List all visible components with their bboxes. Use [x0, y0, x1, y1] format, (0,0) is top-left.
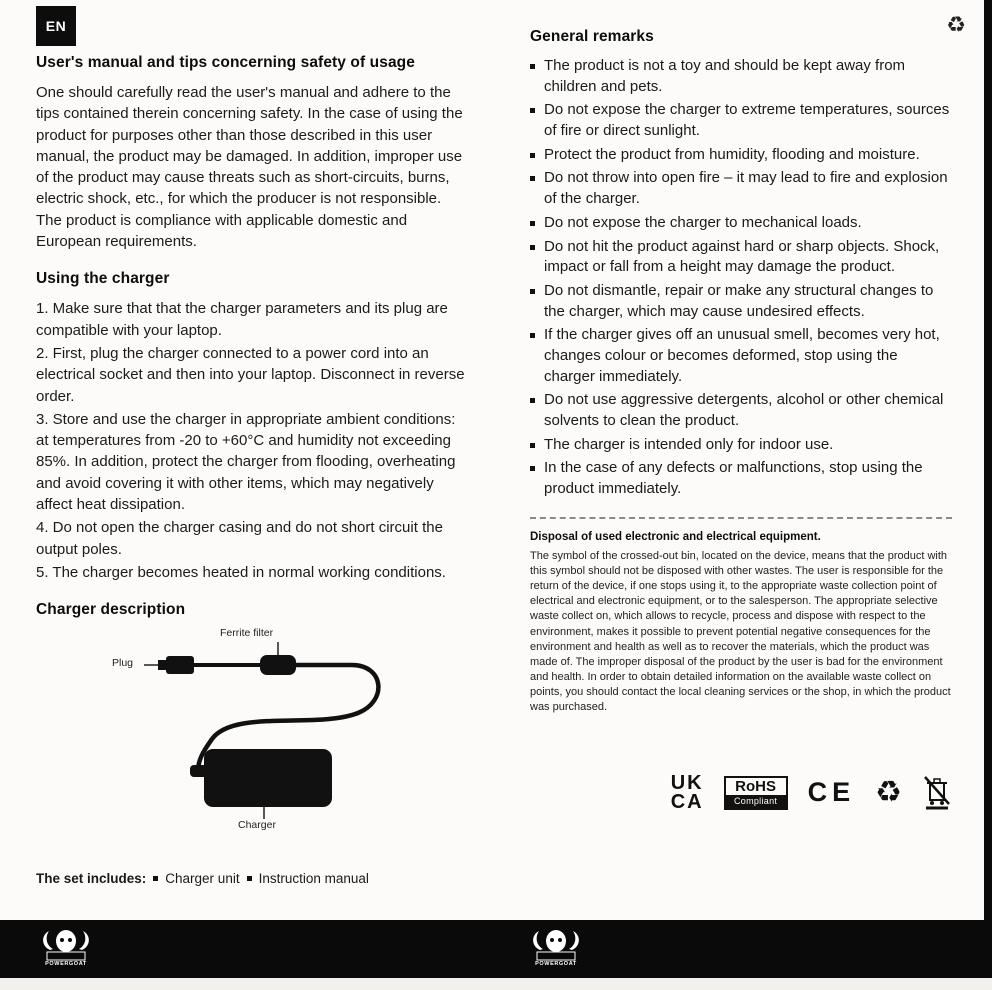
rohs-mark [724, 776, 788, 810]
using-step: 4. Do not open the charger casing and do not short circuit the output poles. [36, 519, 443, 558]
left-column [36, 28, 470, 886]
usage-section-title: User's manual and tips concerning safety of usage [36, 54, 415, 71]
recycling-icon-top-right: ♻ [946, 12, 966, 37]
remark-item [530, 237, 952, 278]
bullet-icon [530, 289, 535, 294]
remark-text: Do not expose the charger to mechanical loads. [544, 213, 862, 231]
charger-diagram-drawing [112, 629, 442, 837]
goat-skull-icon [38, 928, 94, 962]
bullet-icon [153, 876, 158, 881]
bullet-icon [530, 108, 535, 113]
brand-logo [528, 928, 584, 972]
remark-item [530, 213, 952, 234]
bullet-icon [530, 466, 535, 471]
remark-item [530, 325, 952, 387]
bullet-icon [530, 245, 535, 250]
goat-skull-icon [528, 928, 584, 962]
bullet-icon [247, 876, 252, 881]
using-step: 2. First, plug the charger connected to a power cord into an electrical socket and then into your laptop. Disconnect in reverse order. [36, 344, 465, 405]
remark-item [530, 100, 952, 141]
bullet-icon [530, 333, 535, 338]
brand-name: POWERGOAT [535, 961, 577, 967]
remark-text: If the charger gives off an unusual smell, becomes very hot, changes colour or becomes deformed, stop using the charger immediately. [544, 326, 940, 385]
ce-mark: CE [807, 777, 856, 808]
remark-text: In the case of any defects or malfunctions, stop using the product immediately. [544, 459, 923, 498]
rohs-text: RoHS [735, 777, 776, 795]
remark-item [530, 281, 952, 322]
scan-edge-bottom [0, 978, 992, 990]
remark-item [530, 145, 952, 166]
charger-label: Charger [238, 819, 276, 832]
charger-description-title: Charger description [36, 601, 186, 619]
remark-text: Do not hit the product against hard or sharp objects. Shock, impact or fall from a height may damage the product. [544, 237, 940, 276]
general-remarks-list [530, 56, 952, 500]
remark-text: Do not use aggressive detergents, alcohol or other chemical solvents to clean the product. [544, 391, 944, 429]
crossed-out-bin-icon [922, 774, 952, 812]
remark-item [530, 435, 952, 456]
remark-text: Do not throw into open fire – it may lead to fire and explosion of the charger. [544, 169, 948, 208]
disposal-paragraph: The symbol of the crossed-out bin, located on the device, means that the product with this symbol should not be disposed with other wastes. The user is responsible for the return of the device, if one stops using it, to the appropriate waste collection point of electrical and electronic equipment, or to the salesperson. The appropriate selective waste collect on, which allows to recycle, process and dispose with respect to the environment, makes it possible to prevent potential negative consequences for the environment and health as well as to recover the materials, which the product was made of. The improper disposal of the product by the user is bad for the environment and health. In order to obtain detailed information on the available waste collect on points, you should contact the local cleaning services or the shop, in which the product was purchased. [530, 549, 951, 714]
bullet-icon [530, 153, 535, 158]
rohs-compliant-text: Compliant [726, 795, 786, 808]
disposal-title: Disposal of used electronic and electrical equipment. [530, 530, 821, 543]
set-includes-line [36, 871, 470, 886]
bullet-icon [530, 443, 535, 448]
remark-item [530, 458, 952, 499]
bullet-icon [530, 398, 535, 403]
brand-logo [38, 928, 94, 972]
ferrite-filter-label: Ferrite filter [220, 627, 274, 640]
remark-item [530, 56, 952, 97]
remark-item [530, 390, 952, 431]
bullet-icon [530, 221, 535, 226]
remark-text: Protect the product from humidity, flooding and moisture. [544, 145, 920, 163]
right-column [530, 28, 952, 886]
ukca-ca-text: CA [670, 790, 704, 813]
using-step: 3. Store and use the charger in appropriate ambient conditions: at temperatures from -20 to +60°C and humidity not exceeding 85%. In addition, protect the charger from flooding, overheating and avoid covering it with other items, which may negatively affect heat dissipation. [36, 410, 456, 514]
remark-text: Do not expose the charger to extreme temperatures, sources of fire or direct sunlight. [544, 101, 950, 140]
ukca-uk-text: UK [670, 771, 704, 794]
usage-paragraph: One should carefully read the user's manual and adhere to the tips contained therein concerning safety. In the case of using the product for purposes other than those described in this user manual, the product may be damaged. In addition, improper use of the product may cause threats such as short-circuits, burns, electric shock, etc., for which the producer is not responsible. The product is compliance with applicable domestic and European requirements. [36, 84, 463, 251]
footer-bar [0, 920, 992, 978]
content-columns [36, 28, 952, 886]
bullet-icon [530, 176, 535, 181]
charger-diagram [112, 629, 442, 837]
plug-label: Plug [112, 657, 134, 670]
using-step: 5. The charger becomes heated in normal working conditions. [36, 563, 446, 581]
set-includes-item: Charger unit [165, 871, 240, 887]
general-remarks-title: General remarks [530, 28, 654, 45]
remark-text: The charger is intended only for indoor use. [544, 435, 834, 453]
using-charger-title: Using the charger [36, 270, 170, 288]
bullet-icon [530, 64, 535, 69]
language-badge: EN [36, 6, 76, 46]
brand-name: POWERGOAT [45, 961, 87, 967]
scan-edge-right [984, 0, 992, 978]
set-includes-item: Instruction manual [258, 871, 369, 887]
recycling-icon: ♻ [875, 775, 902, 809]
remark-item [530, 168, 952, 209]
certification-logos [530, 771, 952, 813]
ukca-mark [670, 771, 704, 813]
set-includes-label: The set includes: [36, 871, 147, 887]
remark-text: Do not dismantle, repair or make any structural changes to the charger, which may cause undesired effects. [544, 281, 934, 320]
dashed-divider [530, 517, 952, 519]
using-step: 1. Make sure that that the charger parameters and its plug are compatible with your laptop. [36, 300, 448, 339]
remark-text: The product is not a toy and should be kept away from children and pets. [544, 57, 906, 95]
